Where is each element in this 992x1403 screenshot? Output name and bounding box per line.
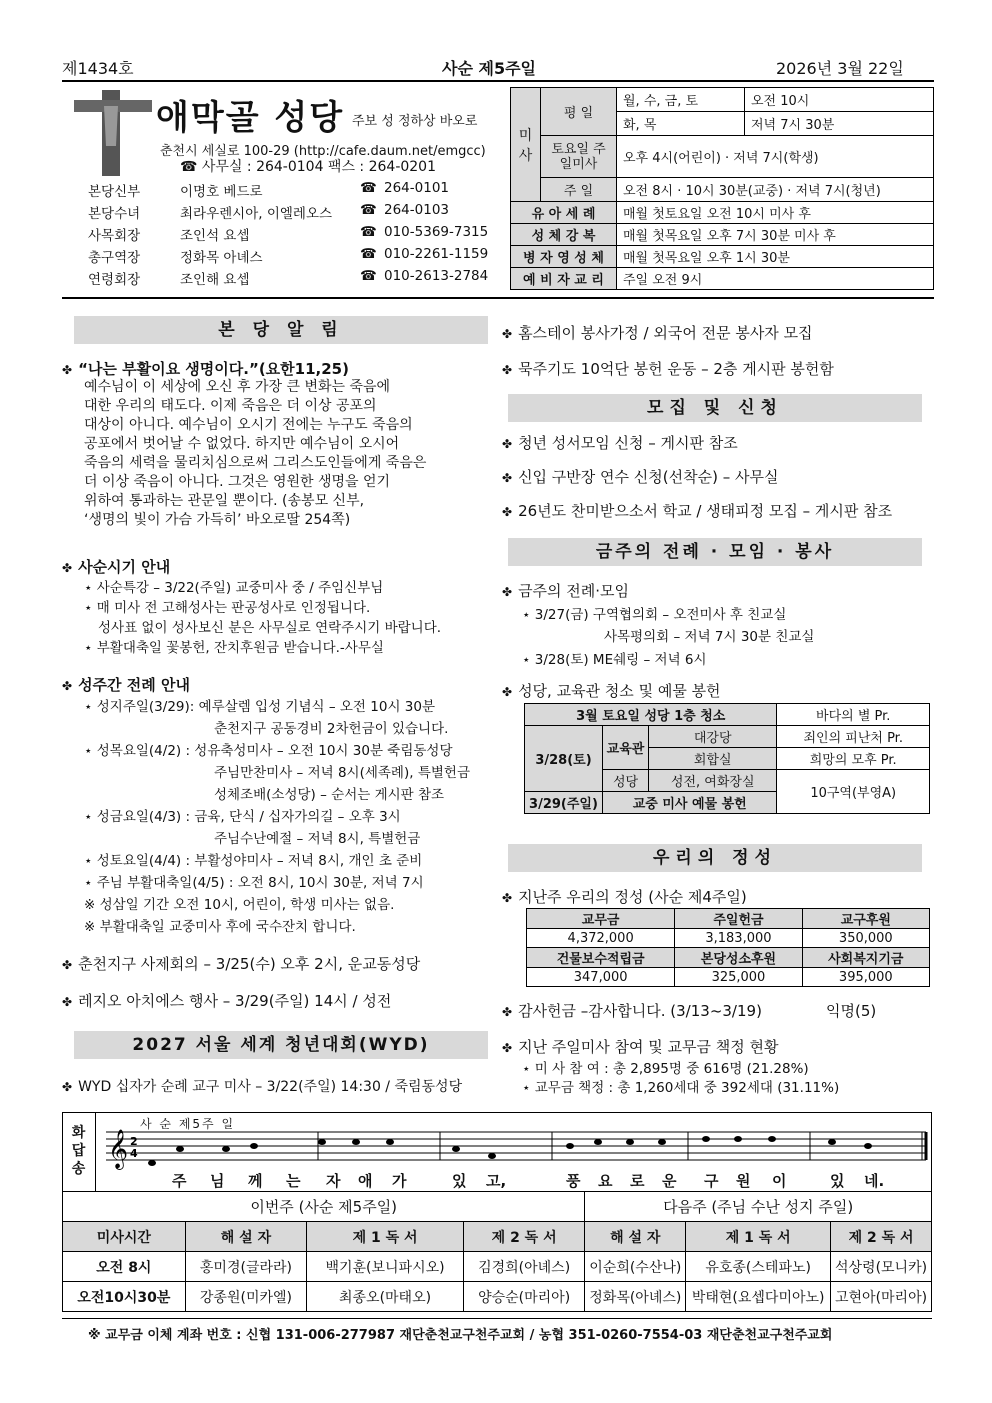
- next-week-header: 다음주 (주님 수난 성지 주일): [585, 1192, 932, 1222]
- offering-value: 395,000: [802, 968, 929, 987]
- roles-column-header: 제 2 독 서: [463, 1222, 584, 1252]
- mass-schedule-table: [510, 87, 934, 290]
- roles-cell: 김경희(아녜스): [463, 1252, 584, 1282]
- staff-row: [88, 246, 508, 268]
- bullet-icon: ✤: [502, 1005, 513, 1019]
- weekday-time-1: 오전 10시: [745, 88, 934, 112]
- bullet-icon: ✤: [502, 505, 513, 519]
- table-row: [63, 1282, 932, 1312]
- parish-address: 춘천시 세실로 100-29 (http://cafe.daum.net/emgcc): [160, 144, 486, 159]
- offering-header: 교무금: [527, 909, 675, 929]
- ministry-roles-table: [62, 1191, 932, 1312]
- staff-role: 본당신부: [88, 184, 141, 200]
- sacrament-label: 유 아 세 례: [511, 202, 617, 224]
- recruit-section-title: 모집 및 신청: [508, 394, 922, 422]
- holy-text: 성금요일(4/3) : 금육, 단식 / 십자가의길 – 오후 3시: [96, 809, 401, 825]
- lyric-syllable: 로: [630, 1172, 645, 1190]
- weekday-days-1: 월, 수, 금, 토: [617, 88, 745, 112]
- roles-column-header: 해 설 자: [185, 1222, 306, 1252]
- weekday-label: 평 일: [541, 88, 617, 136]
- offering-value: 4,372,000: [527, 929, 675, 948]
- sunday-time: 오전 8시 · 10시 30분(교중) · 저녁 7시(청년): [617, 178, 934, 202]
- staff-list: [88, 180, 508, 290]
- recruit-list: [502, 432, 942, 534]
- cleaning-room: 성전, 여화장실: [649, 770, 777, 792]
- quote-body: [84, 378, 494, 530]
- holy-text: 춘천지구 공동경비 2차헌금이 있습니다.: [214, 721, 449, 737]
- roles-column-header: 해 설 자: [585, 1222, 686, 1252]
- holy-line: [84, 915, 504, 937]
- quote-line: 예수님이 이 세상에 오신 후 가장 큰 변화는 죽음에: [84, 379, 391, 395]
- cleaning-group: 바다의 별 Pr.: [777, 704, 930, 726]
- staff-row: [88, 268, 508, 290]
- holy-text: 주님만찬미사 – 저녁 8시(세족례), 특별헌금: [214, 765, 470, 781]
- thanks-offering: ✤ 감사헌금 –감사합니다. (3/13~3/19): [502, 1002, 762, 1020]
- homestay-notice: ✤ 홈스테이 봉사가정 / 외국어 전문 봉사자 모집: [502, 324, 813, 342]
- roles-cell: 박태현(요셉다미아노): [686, 1282, 831, 1312]
- offering-header: 교구후원: [802, 909, 929, 929]
- holy-text: ※ 부활대축일 교중미사 후에 국수잔치 합니다.: [84, 919, 356, 935]
- notice-section-title: 본 당 알 림: [74, 316, 488, 344]
- staff-name: 최라우렌시아, 이엘레오스: [180, 206, 333, 222]
- staff-name: 조인해 요셉: [180, 272, 250, 288]
- offering-header: 본당성소후원: [675, 948, 802, 968]
- bullet-icon: ✤: [62, 995, 73, 1009]
- offering-table: [526, 908, 930, 987]
- week-line-3: ⋆ 3/28(토) ME쉐링 – 저녁 6시: [522, 652, 707, 668]
- lent-text: 성사표 없이 성사보신 분은 사무실로 연락주시기 바랍니다.: [98, 620, 442, 636]
- star-icon: ⋆: [84, 600, 97, 616]
- staff-role: 총구역장: [88, 250, 141, 266]
- bullet-icon: ✤: [502, 891, 513, 905]
- holy-line: [84, 871, 504, 893]
- lyric-syllable: 원: [736, 1172, 751, 1190]
- recruit-text: 26년도 찬미받으소서 학교 / 생태피정 모집 – 게시판 참조: [518, 502, 893, 520]
- star-icon: ⋆: [522, 607, 535, 623]
- phone-icon: ☎: [360, 268, 377, 284]
- weekday-time-2: 저녁 7시 30분: [745, 112, 934, 136]
- stat-line-1: ⋆ 미 사 참 여 : 총 2,895명 중 616명 (21.28%): [522, 1061, 809, 1077]
- star-icon: ⋆: [522, 1061, 535, 1077]
- recruit-item: [502, 500, 942, 534]
- lent-title: ✤ 사순시기 안내: [62, 558, 171, 576]
- sacrament-value: 주일 오전 9시: [617, 268, 934, 290]
- holy-line: [84, 783, 504, 805]
- bullet-icon: ✤: [502, 1041, 513, 1055]
- week-section-title: 금주의 전례 · 모임 · 봉사: [508, 538, 922, 566]
- sacrament-value: 매월 첫목요일 오후 7시 30분 미사 후: [617, 224, 934, 246]
- recruit-item: [502, 432, 942, 466]
- issue-number: 제1434호: [62, 59, 134, 78]
- phone-icon: ☎: [360, 246, 377, 262]
- lyric-syllable: 주: [172, 1172, 187, 1190]
- roles-cell: 홍미경(글라라): [185, 1252, 306, 1282]
- account-info: ※ 교무금 이체 계좌 번호 : 신협 131-006-277987 재단춘천교구천주교회 / 농협 351-0260-7554-03 재단춘천교구천주교회: [88, 1328, 833, 1343]
- holy-text: 성지주일(3/29): 예루살렘 입성 기념식 – 오전 10시 30분: [96, 699, 435, 715]
- lyric-syllable: 구: [704, 1172, 719, 1190]
- bullet-icon: ✤: [62, 679, 73, 693]
- bullet-icon: ✤: [62, 1080, 73, 1094]
- holy-week-list: [84, 695, 504, 937]
- holy-line: [84, 761, 504, 783]
- lent-line: [84, 616, 494, 636]
- roles-cell: 양승순(마리아): [463, 1282, 584, 1312]
- roles-cell: 강종원(미카엘): [185, 1282, 306, 1312]
- holy-text: 성체조배(소성당) – 순서는 게시판 참조: [214, 787, 445, 803]
- offering-value: 325,000: [675, 968, 802, 987]
- roles-column-header: 미사시간: [63, 1222, 186, 1252]
- bulletin-date: 2026년 3월 22일: [776, 59, 904, 78]
- staff-phone: 264-0101: [384, 180, 449, 196]
- cleaning-place: 성당: [603, 770, 649, 792]
- cleaning-room: 대강당: [649, 726, 777, 748]
- offering-value: 3,183,000: [675, 929, 802, 948]
- money-section-title: 우리의 정성: [508, 844, 922, 872]
- staff-phone: 264-0103: [384, 202, 449, 218]
- offering-value: 350,000: [802, 929, 929, 948]
- sacrament-label: 예 비 자 교 리: [511, 268, 617, 290]
- bullet-icon: ✤: [502, 585, 513, 599]
- lyric-syllable: 있: [452, 1172, 467, 1190]
- star-icon: ⋆: [84, 853, 97, 869]
- recruit-text: 청년 성서모임 신청 – 게시판 참조: [518, 434, 738, 452]
- parish-office: ☎ 사무실 : 264-0104 팩스 : 264-0201: [180, 159, 436, 175]
- bullet-icon: ✤: [62, 363, 73, 377]
- lyric-syllable: 요: [598, 1172, 613, 1190]
- cleaning-title: ✤ 성당, 교육관 청소 및 예물 봉헌: [502, 682, 721, 700]
- offering-label: 교중 미사 예물 봉헌: [603, 792, 777, 814]
- cleaning-group: 희망의 모후 Pr.: [777, 748, 930, 770]
- holy-line: [84, 739, 504, 761]
- staff-role: 본당수녀: [88, 206, 141, 222]
- star-icon: ⋆: [84, 809, 97, 825]
- holy-text: 주님 부활대축일(4/5) : 오전 8시, 10시 30분, 저녁 7시: [96, 875, 424, 891]
- lent-text: 부활대축일 꽃봉헌, 잔치후원금 받습니다.-사무실: [96, 640, 384, 656]
- week-sub-title: ✤ 금주의 전례·모임: [502, 582, 630, 600]
- lent-text: 사순특강 – 3/22(주일) 교중미사 중 / 주임신부님: [96, 580, 384, 596]
- lyric-syllable: 있: [830, 1172, 845, 1190]
- money-sub-title: ✤ 지난주 우리의 정성 (사순 제4주일): [502, 888, 747, 906]
- footer-rule: [62, 1318, 932, 1319]
- phone-icon: ☎: [360, 224, 377, 240]
- quote-line: ‘생명의 빛이 가슴 가득히’ 바오로딸 254쪽): [84, 512, 351, 528]
- lent-line: [84, 596, 494, 616]
- bulletin-title: 사순 제5주일: [442, 59, 536, 78]
- cleaning-room: 회합실: [649, 748, 777, 770]
- holy-text: ※ 성삼일 기간 오전 10시, 어린이, 학생 미사는 없음.: [84, 897, 395, 913]
- roles-cell: 백기훈(보니파시오): [307, 1252, 464, 1282]
- cleaning-date: 3/28(토): [525, 726, 603, 792]
- quote-line: 대한 우리의 태도다. 이제 죽음은 더 이상 공포의: [84, 398, 377, 414]
- roles-cell: 정화목(아녜스): [585, 1282, 686, 1312]
- roles-column-header: 제 1 독 서: [307, 1222, 464, 1252]
- holy-line: [84, 827, 504, 849]
- roles-cell: 오전 8시: [63, 1252, 186, 1282]
- recruit-text: 신입 구반장 연수 신청(선착순) – 사무실: [518, 468, 779, 486]
- sacrament-label: 성 체 강 복: [511, 224, 617, 246]
- header-rule: [62, 80, 934, 82]
- bullet-icon: ✤: [62, 958, 73, 972]
- quote-title: ✤ “나는 부활이요 생명이다.”(요한11,25): [62, 360, 349, 378]
- table-row: [63, 1252, 932, 1282]
- lent-line: [84, 636, 494, 656]
- roles-column-headers: [63, 1222, 932, 1252]
- lyric-syllable: 네.: [864, 1172, 885, 1190]
- this-week-header: 이번주 (사순 제5주일): [63, 1192, 585, 1222]
- lyric-syllable: 이: [772, 1172, 787, 1190]
- sacrament-value: 매월 첫토요일 오전 10시 미사 후: [617, 202, 934, 224]
- bullet-icon: ✤: [502, 363, 513, 377]
- lyric-syllable: 풍: [566, 1172, 581, 1190]
- sunday-label: 주 일: [541, 178, 617, 202]
- star-icon: ⋆: [84, 875, 97, 891]
- svg-text:𝄞: 𝄞: [108, 1129, 129, 1169]
- deanery-meeting: ✤ 춘천지구 사제회의 – 3/25(수) 오후 2시, 운교동성당: [62, 955, 421, 973]
- quote-line: 더 이상 죽음이 아니다. 그것은 영원한 생명을 얻기: [84, 474, 391, 490]
- staff-phone: 010-5369-7315: [384, 224, 489, 240]
- staff-row: [88, 202, 508, 224]
- phone-icon: ☎: [360, 202, 377, 218]
- svg-text:2: 2: [130, 1135, 138, 1148]
- week-line-1: ⋆ 3/27(금) 구역협의회 – 오전미사 후 친교실: [522, 607, 787, 623]
- psalm-title: 사 순 제5주 일: [140, 1117, 236, 1131]
- stat-line-2: ⋆ 교무금 책정 : 총 1,260세대 중 392세대 (31.11%): [522, 1080, 840, 1096]
- holy-text: 성목요일(4/2) : 성유축성미사 – 오전 10시 30분 죽림동성당: [96, 743, 453, 759]
- holy-line: [84, 849, 504, 871]
- svg-text:4: 4: [130, 1147, 138, 1160]
- lent-list: [84, 576, 494, 656]
- phone-icon: ☎: [360, 180, 377, 196]
- quote-line: 대상이 아니다. 예수님이 오시기 전에는 누구도 죽음의: [84, 417, 413, 433]
- lyric-syllable: 님: [210, 1172, 225, 1190]
- lyric-syllable: 는: [286, 1172, 301, 1190]
- sacrament-value: 매월 첫목요일 오후 1시 30분: [617, 246, 934, 268]
- offering-date: 3/29(주일): [525, 792, 603, 814]
- sacrament-label: 병 자 영 성 체: [511, 246, 617, 268]
- holy-line: [84, 717, 504, 739]
- lyric-syllable: 운: [662, 1172, 677, 1190]
- parish-name: 애막골 성당: [156, 98, 345, 138]
- roles-column-header: 제 1 독 서: [686, 1222, 831, 1252]
- staff-phone: 010-2613-2784: [384, 268, 489, 284]
- lent-line: [84, 576, 494, 596]
- roles-cell: 고현아(마리아): [831, 1282, 932, 1312]
- lent-text: 매 미사 전 고해성사는 판공성사로 인정됩니다.: [96, 600, 371, 616]
- roles-cell: 이순희(수산나): [585, 1252, 686, 1282]
- offering-header: 사회복지기금: [802, 948, 929, 968]
- recruit-item: [502, 466, 942, 500]
- cleaning-place: 교육관: [603, 726, 649, 770]
- star-icon: ⋆: [84, 743, 97, 759]
- quote-line: 공포에서 벗어날 수 없었다. 하지만 예수님이 오시어: [84, 436, 400, 452]
- psalm-staff: [100, 1126, 930, 1170]
- offering-header: 주일헌금: [675, 909, 802, 929]
- star-icon: ⋆: [522, 652, 535, 668]
- roles-cell: 최종오(마태오): [307, 1282, 464, 1312]
- saturday-label: 토요일 주일미사: [541, 136, 617, 178]
- staff-role: 사목회장: [88, 228, 141, 244]
- psalm-lyrics: [100, 1170, 930, 1190]
- bullet-icon: ✤: [502, 471, 513, 485]
- star-icon: ⋆: [84, 699, 97, 715]
- roles-cell: 유호종(스테파노): [686, 1252, 831, 1282]
- cleaning-group: 10구역(부영A): [777, 770, 930, 814]
- legio-event: ✤ 레지오 아치에스 행사 – 3/29(주일) 14시 / 성전: [62, 992, 392, 1010]
- holy-line: [84, 805, 504, 827]
- star-icon: ⋆: [84, 580, 97, 596]
- weekday-days-2: 화, 목: [617, 112, 745, 136]
- bullet-icon: ✤: [62, 561, 73, 575]
- holy-line: [84, 695, 504, 717]
- offering-value: 347,000: [527, 968, 675, 987]
- cleaning-table: [524, 703, 930, 814]
- stat-title: ✤ 지난 주일미사 참여 및 교무금 책정 현황: [502, 1038, 779, 1056]
- holy-text: 성토요일(4/4) : 부활성야미사 – 저녁 8시, 개인 초 준비: [96, 853, 423, 869]
- bullet-icon: ✤: [502, 437, 513, 451]
- holy-text: 주님수난예절 – 저녁 8시, 특별헌금: [214, 831, 421, 847]
- wyd-mass: ✤ WYD 십자가 순례 교구 미사 – 3/22(주일) 14:30 / 죽림동성당: [62, 1079, 463, 1095]
- rosary-notice: ✤ 묵주기도 10억단 봉헌 운동 – 2층 게시판 봉헌함: [502, 360, 834, 378]
- lyric-syllable: 가: [392, 1172, 407, 1190]
- quote-line: 죽음의 세력을 물리치심으로써 그리스도인들에게 죽음은: [84, 455, 427, 471]
- phone-icon: ☎: [180, 159, 202, 175]
- parish-patron: 주보 성 정하상 바오로: [352, 114, 478, 129]
- quote-line: 위하여 통과하는 관문일 뿐이다. (송봉모 신부,: [84, 493, 365, 509]
- star-icon: ⋆: [84, 640, 97, 656]
- mass-label: 미사: [518, 127, 533, 164]
- week-line-2: 사목평의회 – 저녁 7시 30분 친교실: [604, 629, 815, 645]
- staff-name: 정화목 아녜스: [180, 250, 263, 266]
- thanks-name: 익명(5): [826, 1002, 877, 1020]
- roles-cell: 오전10시30분: [63, 1282, 186, 1312]
- bullet-icon: ✤: [502, 685, 513, 699]
- roles-column-header: 제 2 독 서: [831, 1222, 932, 1252]
- holy-week-title: ✤ 성주간 전례 안내: [62, 676, 190, 694]
- cross-logo: [74, 86, 154, 178]
- roles-cell: 석상령(모니카): [831, 1252, 932, 1282]
- bullet-icon: ✤: [502, 327, 513, 341]
- staff-role: 연령회장: [88, 272, 141, 288]
- cleaning-header: 3월 토요일 성당 1층 청소: [525, 704, 777, 726]
- lyric-syllable: 자: [326, 1172, 341, 1190]
- star-icon: ⋆: [522, 1080, 535, 1096]
- header-bottom-rule: [62, 297, 934, 299]
- lyric-syllable: 애: [358, 1172, 373, 1190]
- saturday-time: 오후 4시(어린이) · 저녁 7시(학생): [617, 136, 934, 178]
- staff-row: [88, 224, 508, 246]
- staff-name: 조인석 요셉: [180, 228, 250, 244]
- staff-row: [88, 180, 508, 202]
- wyd-section-title: 2027 서울 세계 청년대회(WYD): [74, 1031, 488, 1059]
- cleaning-group: 죄인의 피난처 Pr.: [777, 726, 930, 748]
- lyric-syllable: 고,: [486, 1172, 507, 1190]
- lyric-syllable: 께: [248, 1172, 263, 1190]
- offering-header: 건물보수적립금: [527, 948, 675, 968]
- staff-phone: 010-2261-1159: [384, 246, 489, 262]
- holy-line: [84, 893, 504, 915]
- psalm-label: 화답송: [62, 1112, 96, 1192]
- staff-name: 이명호 베드로: [180, 184, 263, 200]
